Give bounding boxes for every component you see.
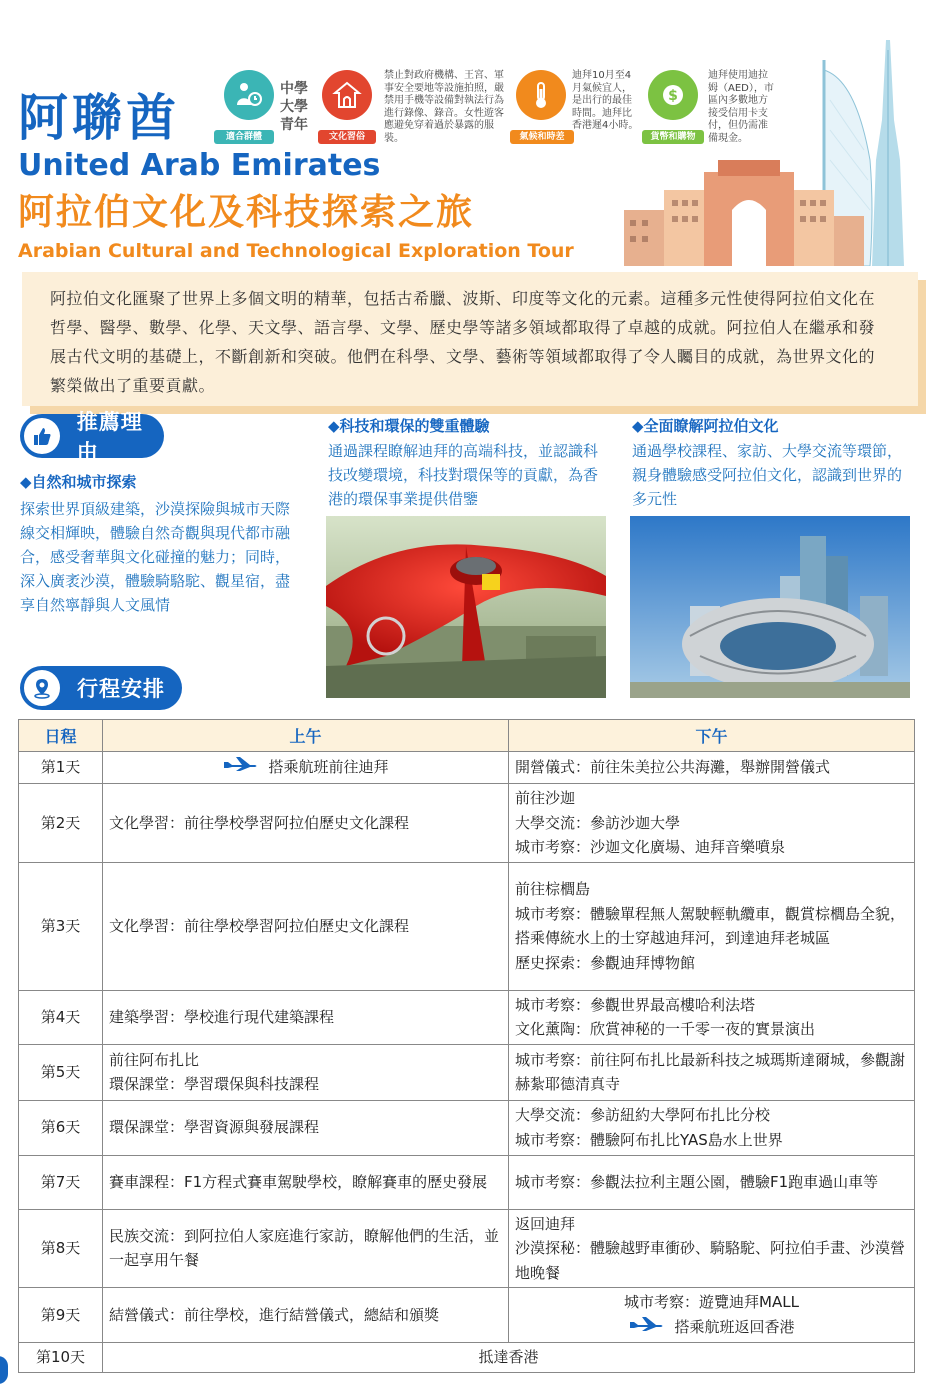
afternoon-line: 文化薰陶：欣賞神秘的一千零一夜的實景演出 <box>515 1020 816 1038</box>
table-header-row <box>19 720 915 752</box>
afternoon-cell <box>509 1288 915 1343</box>
table-row <box>19 1343 915 1373</box>
morning-cell: 文化學習：前往學校學習阿拉伯歷史文化課程 <box>103 784 509 863</box>
svg-text:$: $ <box>668 88 678 104</box>
ferrari-world-photo <box>326 516 606 698</box>
morning-cell: 民族交流：到阿拉伯人家庭進行家訪，瞭解他們的生活，並一起享用午餐 <box>103 1209 509 1288</box>
reason-body-culture: 通過學校課程、家訪、大學交流等環節，親身體驗感受阿拉伯文化，認識到世界的多元性 <box>632 442 903 508</box>
afternoon-cell <box>509 1100 915 1155</box>
table-row <box>19 784 915 863</box>
country-title-en: United Arab Emirates <box>18 148 381 183</box>
afternoon-cell: 城市考察：前往阿布扎比最新科技之城瑪斯達爾城，參觀謝赫紮耶德清真寺 <box>509 1044 915 1100</box>
section-title-reasons: 推薦理由 <box>76 410 143 464</box>
afternoon-line: 城市考察：遊覽迪拜MALL <box>624 1293 799 1312</box>
afternoon-line: 城市考察：體驗單程無人駕駛輕軌纜車，觀賞棕櫚島全貌，搭乘傳統水上的士穿越迪拜河，到達迪拜老城區 <box>515 904 906 947</box>
table-row <box>19 1209 915 1288</box>
table-row <box>19 862 915 990</box>
full-day-cell: 抵達香港 <box>103 1343 915 1373</box>
morning-cell <box>103 1044 509 1100</box>
afternoon-line: 城市考察：體驗阿布扎比YAS島水上世界 <box>515 1130 783 1149</box>
country-title-cn: 阿聯酋 <box>18 89 180 147</box>
audience-text <box>278 80 310 134</box>
afternoon-cell: 開營儀式：前往朱美拉公共海灘，舉辦開營儀式 <box>509 752 915 784</box>
morning-text: 搭乘航班前往迪拜 <box>268 758 389 777</box>
column-header-morning: 上午 <box>103 720 509 752</box>
section-title-schedule: 行程安排 <box>77 677 165 701</box>
thumbs-up-icon <box>21 415 63 457</box>
location-pin-icon <box>21 667 63 709</box>
table-row <box>19 752 915 784</box>
tour-title-cn: 阿拉伯文化及科技探索之旅 <box>18 192 475 233</box>
afternoon-line: 城市考察：沙迦文化廣場、迪拜音樂噴泉 <box>515 838 786 856</box>
audience-level-3: 青年 <box>280 117 308 133</box>
table-row <box>19 1288 915 1343</box>
day-cell: 第1天 <box>19 752 103 784</box>
audience-level-1: 中學 <box>280 81 308 97</box>
reason-body-tech: 通過課程瞭解迪拜的高端科技，並認識科技改變環境，科技對環保等的貢獻，為香港的環保事業提供借鑒 <box>328 442 599 508</box>
reason-title-nature: ◆自然和城市探索 <box>20 473 137 491</box>
morning-cell: 建築學習：學校進行現代建築課程 <box>103 990 509 1044</box>
morning-cell: 賽車課程：F1方程式賽車駕駛學校，瞭解賽車的歷史發展 <box>103 1155 509 1209</box>
afternoon-line: 城市考察：參觀世界最高樓哈利法塔 <box>515 995 756 1014</box>
section-header-schedule <box>20 666 182 710</box>
tour-title-en: Arabian Cultural and Technological Exploration Tour <box>18 240 574 262</box>
page-edge-tab <box>0 1356 8 1384</box>
afternoon-line: 前往棕櫚島 <box>515 880 591 898</box>
morning-cell: 文化學習：前往學校學習阿拉伯歷史文化課程 <box>103 862 509 990</box>
culture-tag: 文化習俗 <box>318 130 376 144</box>
reason-title-tech: ◆科技和環保的雙重體驗 <box>328 417 490 435</box>
table-row <box>19 1100 915 1155</box>
intro-text: 阿拉伯文化匯聚了世界上多個文明的精華，包括古希臘、波斯、印度等文化的元素。這種多元性使得阿拉伯文化在哲學、醫學、數學、化學、天文學、語言學、文學、歷史學等諸多領域都取得了卓越的成就。阿拉伯人在繼承和發展古代文明的基礎上，不斷創新和突破。他們在科學、文學、藝術等領域都取得了令人矚目的成就，為世界文化的繁榮做出了重要貢獻。 <box>50 289 876 395</box>
section-header-reasons <box>20 410 164 464</box>
column-header-day: 日程 <box>19 720 103 752</box>
thermometer-icon <box>516 70 566 120</box>
column-header-afternoon: 下午 <box>509 720 915 752</box>
audience-level-2: 大學 <box>280 99 308 115</box>
day-cell: 第6天 <box>19 1100 103 1155</box>
day-cell: 第8天 <box>19 1209 103 1288</box>
day-cell: 第7天 <box>19 1155 103 1209</box>
afternoon-text: 搭乘航班返回香港 <box>674 1317 795 1336</box>
day-cell: 第2天 <box>19 784 103 863</box>
table-row <box>19 1155 915 1209</box>
afternoon-line: 歷史探索：參觀迪拜博物館 <box>515 953 696 972</box>
culture-text: 禁止對政府機構、王宮、軍事安全要地等設施拍照，嚴禁用手機等設備對執法行為進行錄像、錄音。女性遊客應避免穿着過於暴露的服裝。 <box>384 70 504 144</box>
airplane-icon <box>628 1315 664 1340</box>
climate-text: 迪拜10月至4月氣候宜人，是出行的最佳時間。迪拜比香港遲4小時。 <box>572 70 639 131</box>
afternoon-cell <box>509 784 915 863</box>
climate-tag: 氣候和時差 <box>510 130 574 144</box>
morning-line: 環保課堂：學習環保與科技課程 <box>109 1075 320 1093</box>
afternoon-line: 前往沙迦 <box>515 789 576 807</box>
afternoon-cell <box>509 862 915 990</box>
table-row <box>19 990 915 1044</box>
people-icon <box>224 70 274 120</box>
mosque-icon <box>322 70 372 120</box>
afternoon-line: 返回迪拜 <box>515 1214 576 1233</box>
morning-line: 前往阿布扎比 <box>109 1050 200 1069</box>
day-cell: 第5天 <box>19 1044 103 1100</box>
itinerary-table <box>18 719 915 1373</box>
airplane-icon <box>222 755 258 780</box>
afternoon-cell <box>509 1209 915 1288</box>
afternoon-line: 大學交流：參訪紐約大學阿布扎比分校 <box>515 1106 771 1124</box>
day-cell: 第10天 <box>19 1343 103 1373</box>
dubai-skyline-illustration <box>624 40 924 266</box>
morning-cell: 環保課堂：學習資源與發展課程 <box>103 1100 509 1155</box>
reason-body-nature: 探索世界頂級建築，沙漠探險與城市天際線交相輝映，體驗自然奇觀與現代都市融合，感受奢華與文化碰撞的魅力；同時，深入廣袤沙漠，體驗騎駱駝、觀星宿，盡享自然寧靜與人文風情 <box>20 500 291 614</box>
audience-tag: 適合群體 <box>214 130 274 144</box>
day-cell: 第3天 <box>19 862 103 990</box>
day-cell: 第9天 <box>19 1288 103 1343</box>
morning-cell: 結營儀式：前往學校，進行結營儀式，總結和頒獎 <box>103 1288 509 1343</box>
museum-of-future-photo <box>630 516 910 698</box>
afternoon-line: 大學交流：參訪沙迦大學 <box>515 813 681 832</box>
day-cell: 第4天 <box>19 990 103 1044</box>
currency-tag: 貨幣和購物 <box>642 130 704 144</box>
afternoon-cell <box>509 990 915 1044</box>
table-row <box>19 1044 915 1100</box>
afternoon-line <box>515 1315 908 1340</box>
currency-text: 迪拜使用迪拉姆（AED），市區內多數地方接受信用卡支付，但仍需准備現金。 <box>708 70 774 144</box>
morning-cell <box>103 752 509 784</box>
afternoon-line: 沙漠探秘：體驗越野車衝砂、騎駱駝、阿拉伯手畫、沙漠營地晚餐 <box>515 1239 906 1282</box>
reason-title-culture: ◆全面瞭解阿拉伯文化 <box>632 417 779 435</box>
afternoon-cell: 城市考察：參觀法拉利主題公園，體驗F1跑車過山車等 <box>509 1155 915 1209</box>
